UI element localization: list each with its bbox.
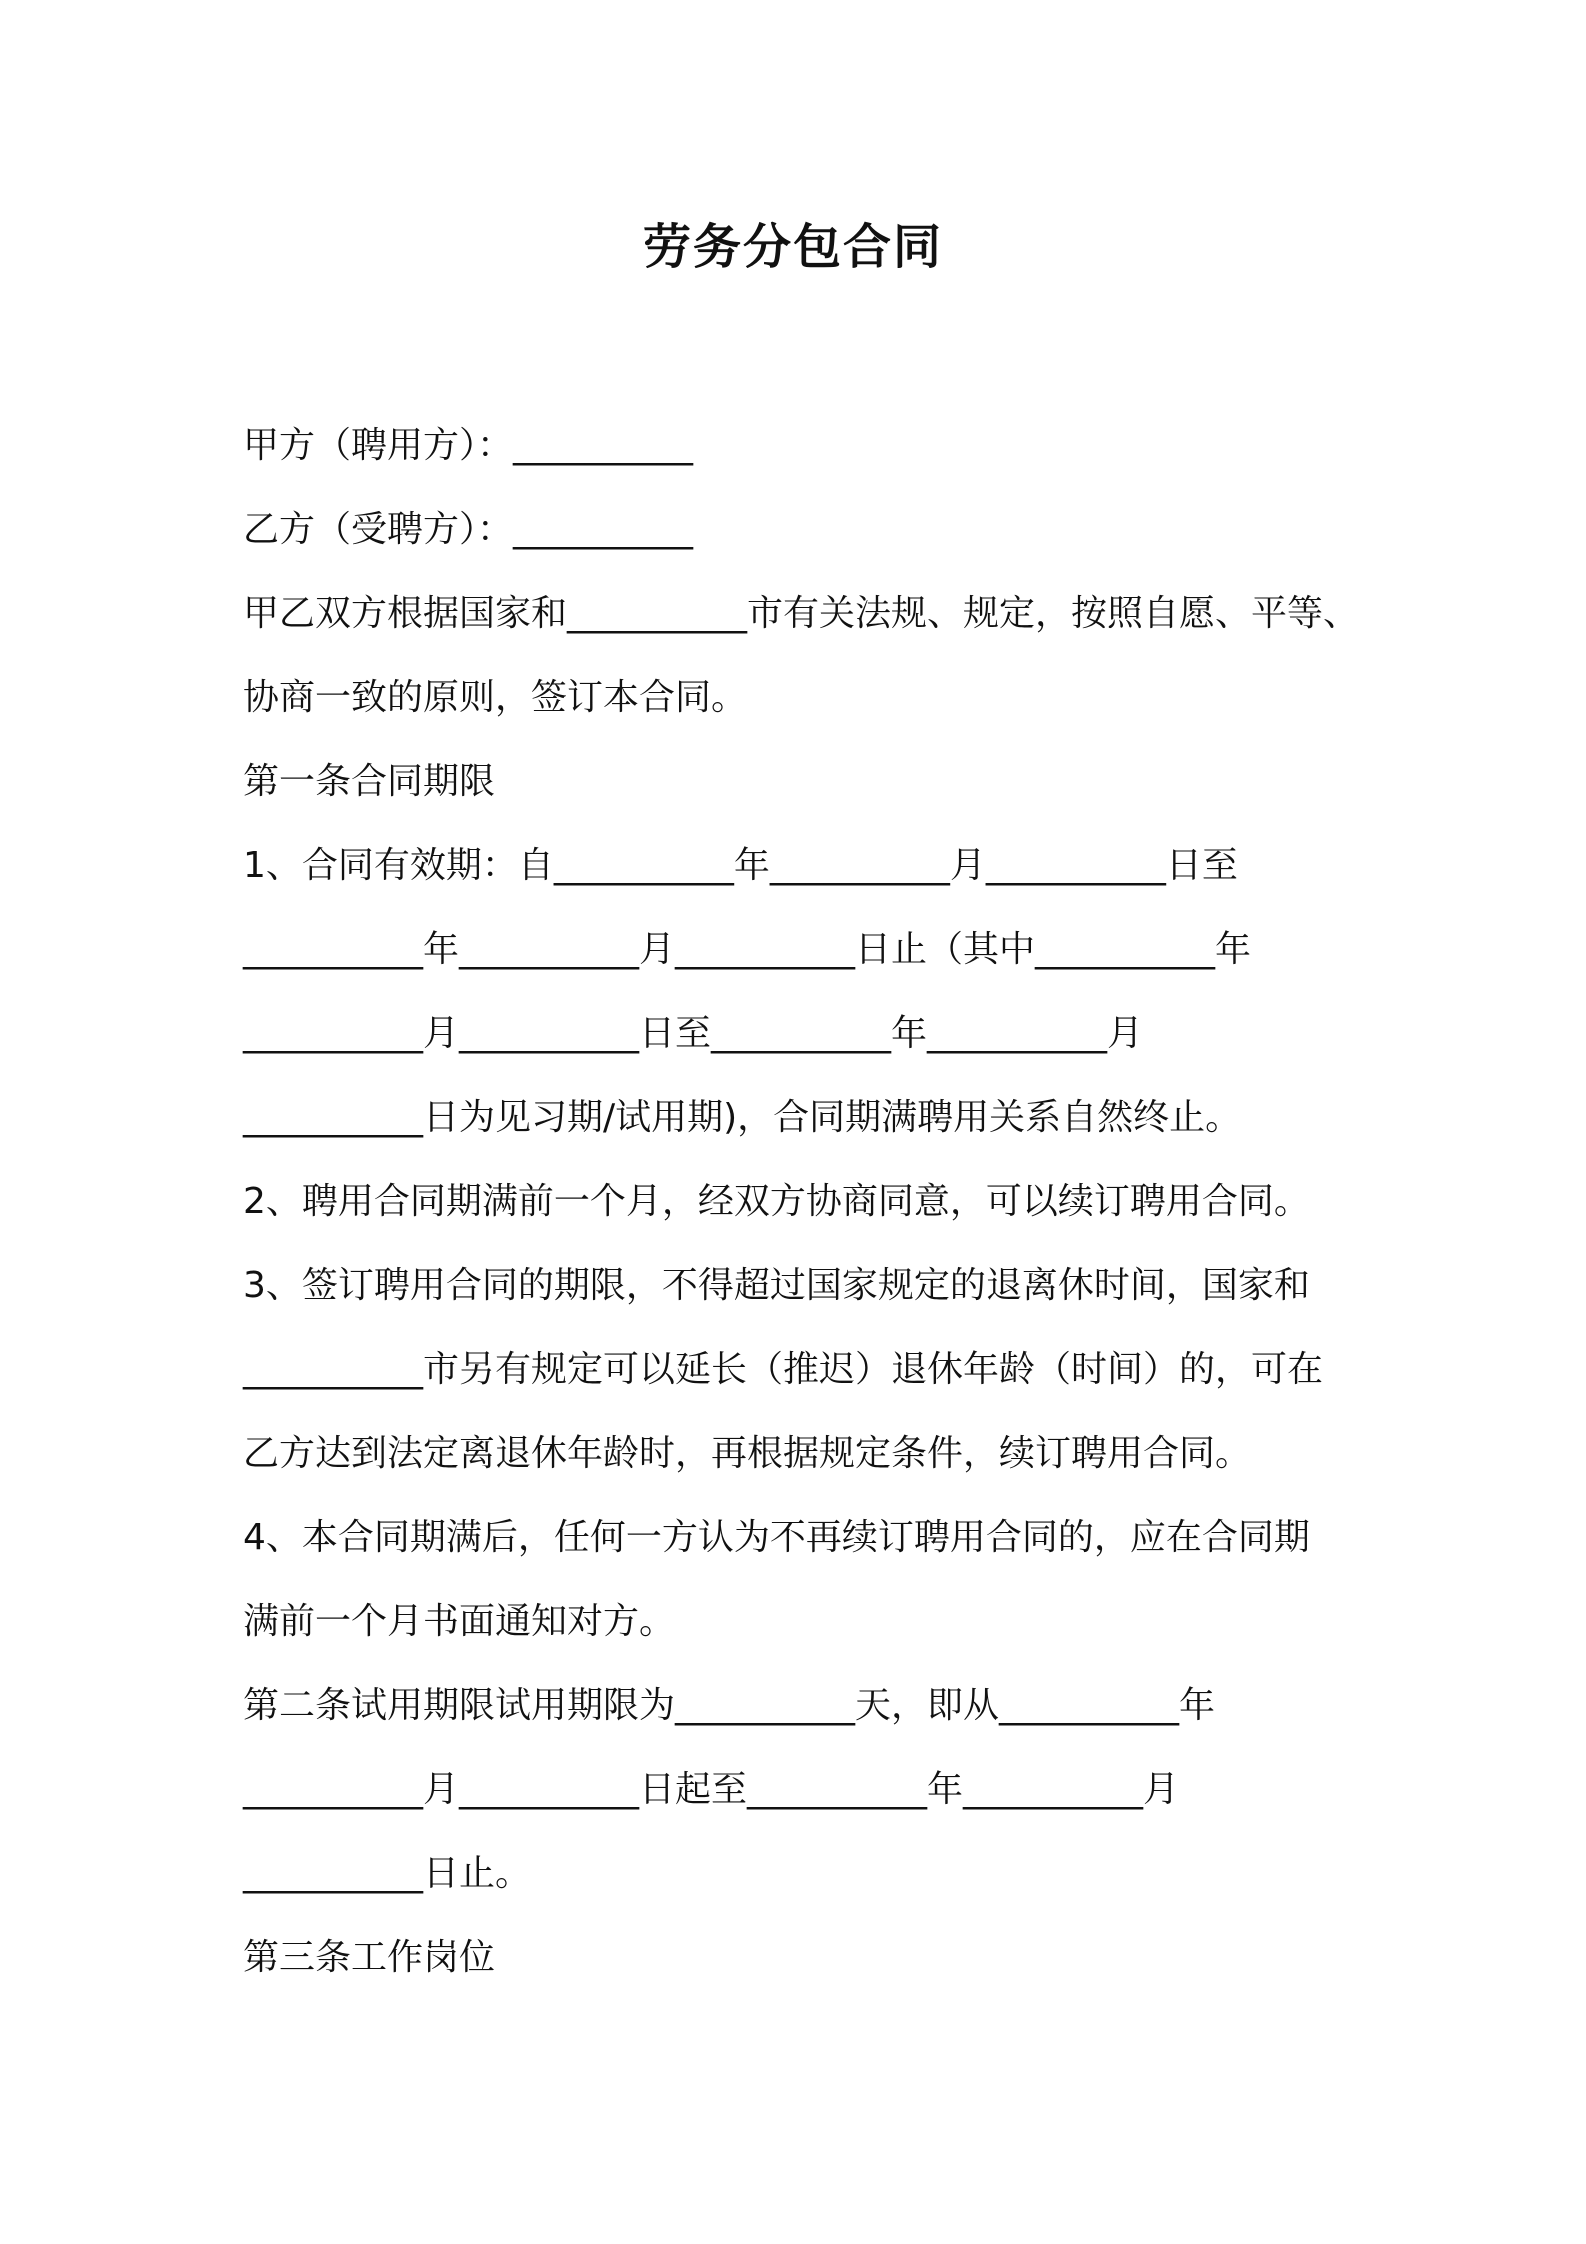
article-1-clause-2: 2、聘用合同期满前一个月，经双方协商同意，可以续订聘用合同。 (243, 1181, 1310, 1222)
article-1-clause-4-line-1: 4、本合同期满后，任何一方认为不再续订聘用合同的，应在合同期 (243, 1517, 1310, 1558)
party-a-line: 甲方（聘用方）：__________ (243, 425, 694, 466)
article-1-clause-3-line-1: 3、签订聘用合同的期限，不得超过国家规定的退离休时间，国家和 (243, 1265, 1310, 1306)
document-title: 劳务分包合同 (642, 219, 943, 275)
document-body (243, 404, 1373, 2000)
preamble-line-2: 协商一致的原则，签订本合同。 (243, 677, 748, 718)
article-1-clause-4-line-2: 满前一个月书面通知对方。 (243, 1601, 676, 1642)
article-1-clause-3-line-2: __________市另有规定可以延长（推迟）退休年龄（时间）的，可在 (243, 1349, 1324, 1390)
article-1-clause-1-line-1: 1、合同有效期：自__________年__________月__________日至 (243, 845, 1238, 886)
article-1-clause-1-line-2: __________年__________月__________日止（其中__________年 (243, 929, 1252, 970)
article-1-clause-3-line-3: 乙方达到法定离退休年龄时，再根据规定条件，续订聘用合同。 (243, 1433, 1252, 1474)
preamble-line-1: 甲乙双方根据国家和__________市有关法规、规定，按照自愿、平等、 (243, 593, 1360, 634)
article-3-heading: 第三条工作岗位 (243, 1937, 496, 1978)
article-2-line-2: __________月__________日起至__________年__________月 (243, 1769, 1180, 1810)
article-1-heading: 第一条合同期限 (243, 761, 496, 802)
article-2-line-3: __________日止。 (243, 1853, 532, 1894)
article-2-line-1: 第二条试用期限试用期限为__________天，即从__________年 (243, 1685, 1216, 1726)
article-1-clause-1-line-4: __________日为见习期/试用期)，合同期满聘用关系自然终止。 (243, 1097, 1242, 1138)
article-1-clause-1-line-3: __________月__________日至__________年__________月 (243, 1013, 1143, 1054)
party-b-line: 乙方（受聘方）：__________ (243, 509, 694, 550)
